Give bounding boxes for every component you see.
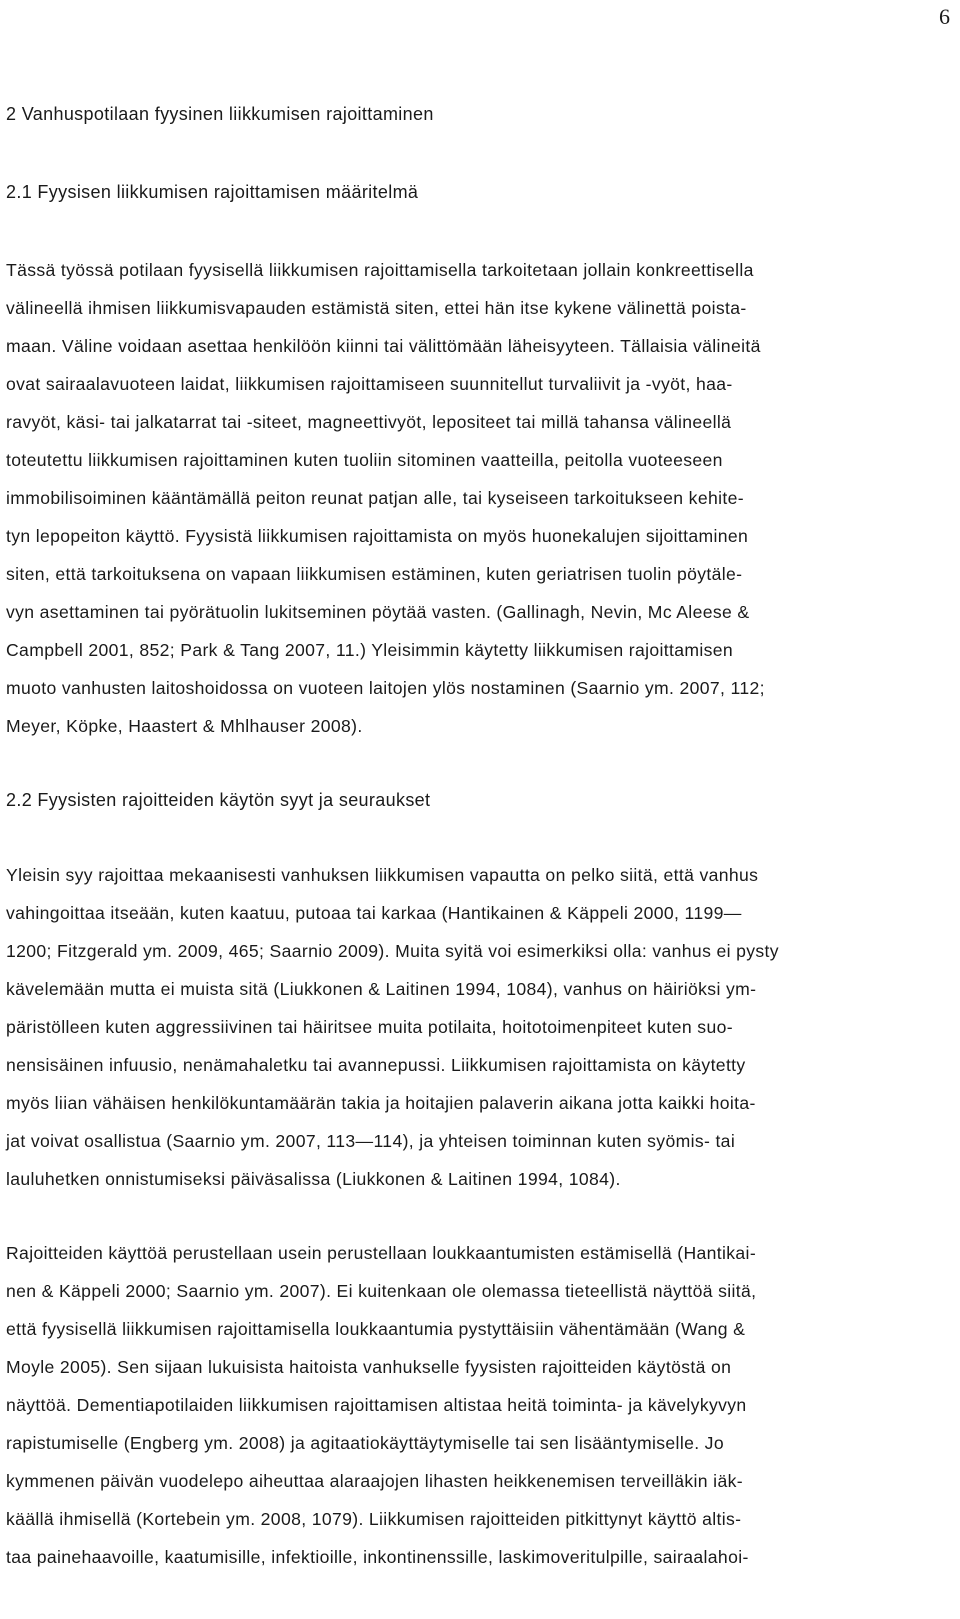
paragraph-line: kävelemään mutta ei muista sitä (Liukkonen & Laitinen 1994, 1084), vanhus on häiriöksi ym- bbox=[6, 979, 757, 999]
paragraph-line: kymmenen päivän vuodelepo aiheuttaa alaraajojen lihasten heikkenemisen terveilläkin iäk- bbox=[6, 1471, 743, 1491]
paragraph-line: näyttöä. Dementiapotilaiden liikkumisen rajoittamisen altistaa heitä toiminta- ja kävelykyvyn bbox=[6, 1395, 747, 1415]
paragraph-line: siten, että tarkoituksena on vapaan liikkumisen estäminen, kuten geriatrisen tuolin pöytäle- bbox=[6, 564, 743, 584]
paragraph-line: myös liian vähäisen henkilökuntamäärän takia ja hoitajien palaverin aikana jotta kaikki hoita- bbox=[6, 1093, 756, 1113]
paragraph-line: vyn asettaminen tai pyörätuolin lukitseminen pöytää vasten. (Gallinagh, Nevin, Mc Aleese & bbox=[6, 602, 750, 622]
section-heading-2-2: 2.2 Fyysisten rajoitteiden käytön syyt ja seuraukset bbox=[6, 790, 431, 810]
paragraph-line: 1200; Fitzgerald ym. 2009, 465; Saarnio 2009). Muita syitä voi esimerkiksi olla: vanhus ei pysty bbox=[6, 941, 779, 961]
paragraph-line: Yleisin syy rajoittaa mekaanisesti vanhuksen liikkumisen vapautta on pelko siitä, että vanhus bbox=[6, 865, 759, 885]
paragraph-line: Moyle 2005). Sen sijaan lukuisista haitoista vanhukselle fyysisten rajoitteiden käytöstä on bbox=[6, 1357, 732, 1377]
paragraph-line: taa painehaavoille, kaatumisille, infektioille, inkontinenssille, laskimoveritulpille, sairaalahoi- bbox=[6, 1547, 749, 1567]
paragraph-line: maan. Väline voidaan asettaa henkilöön kiinni tai välittömään läheisyyteen. Tällaisia välineitä bbox=[6, 336, 761, 356]
paragraph-line: että fyysisellä liikkumisen rajoittamisella loukkaantumia pystyttäisiin vähentämään (Wang & bbox=[6, 1319, 746, 1339]
paragraph-line: Campbell 2001, 852; Park & Tang 2007, 11.) Yleisimmin käytetty liikkumisen rajoittamisen bbox=[6, 640, 734, 660]
paragraph-line: ovat sairaalavuoteen laidat, liikkumisen rajoittamiseen suunnitellut turvaliivit ja -vyöt, haa- bbox=[6, 374, 733, 394]
paragraph-line: muoto vanhusten laitoshoidossa on vuoteen laitojen ylös nostaminen (Saarnio ym. 2007, 112; bbox=[6, 678, 765, 698]
paragraph-line: päristölleen kuten aggressiivinen tai häiritsee muita potilaita, hoitotoimenpiteet kuten suo- bbox=[6, 1017, 733, 1037]
paragraph-line: Meyer, Köpke, Haastert & Mhlhauser 2008). bbox=[6, 716, 363, 736]
section-heading-2-1: 2.1 Fyysisen liikkumisen rajoittamisen määritelmä bbox=[6, 182, 419, 202]
paragraph-line: vahingoittaa itseään, kuten kaatuu, putoaa tai karkaa (Hantikainen & Käppeli 2000, 1199— bbox=[6, 903, 742, 923]
paragraph-line: Tässä työssä potilaan fyysisellä liikkumisen rajoittamisella tarkoitetaan jollain konkreettisella bbox=[6, 260, 754, 280]
paragraph-line: nensisäinen infuusio, nenämahaletku tai avannepussi. Liikkumisen rajoittamista on käytetty bbox=[6, 1055, 746, 1075]
paragraph-line: välineellä ihmisen liikkumisvapauden estämistä siten, ettei hän itse kykene välinettä poista- bbox=[6, 298, 747, 318]
chapter-heading: 2 Vanhuspotilaan fyysinen liikkumisen rajoittaminen bbox=[6, 104, 434, 124]
paragraph-line: jat voivat osallistua (Saarnio ym. 2007, 113—114), ja yhteisen toiminnan kuten syömis- tai bbox=[6, 1131, 736, 1151]
paragraph-line: Rajoitteiden käyttöä perustellaan usein perustellaan loukkaantumisten estämisellä (Hantikai- bbox=[6, 1243, 757, 1263]
paragraph-line: ravyöt, käsi- tai jalkatarrat tai -siteet, magneettivyöt, lepositeet tai millä tahansa välineellä bbox=[6, 412, 732, 432]
paragraph-line: lauluhetken onnistumiseksi päiväsalissa (Liukkonen & Laitinen 1994, 1084). bbox=[6, 1169, 621, 1189]
paragraph-line: tyn lepopeiton käyttö. Fyysistä liikkumisen rajoittamista on myös huonekalujen sijoittaminen bbox=[6, 526, 749, 546]
paragraph-line: toteutettu liikkumisen rajoittaminen kuten tuoliin sitominen vaatteilla, peitolla vuoteeseen bbox=[6, 450, 723, 470]
paragraph-line: immobilisoiminen kääntämällä peiton reunat patjan alle, tai kyseiseen tarkoitukseen kehite- bbox=[6, 488, 744, 508]
paragraph-line: käällä ihmisellä (Kortebein ym. 2008, 1079). Liikkumisen rajoitteiden pitkittynyt käyttö altis- bbox=[6, 1509, 742, 1529]
paragraph-line: nen & Käppeli 2000; Saarnio ym. 2007). Ei kuitenkaan ole olemassa tieteellistä näyttöä siitä, bbox=[6, 1281, 757, 1301]
paragraph-line: rapistumiselle (Engberg ym. 2008) ja agitaatiokäyttäytymiselle tai sen lisääntymiselle. Jo bbox=[6, 1433, 724, 1453]
page-number: 6 bbox=[939, 4, 950, 29]
